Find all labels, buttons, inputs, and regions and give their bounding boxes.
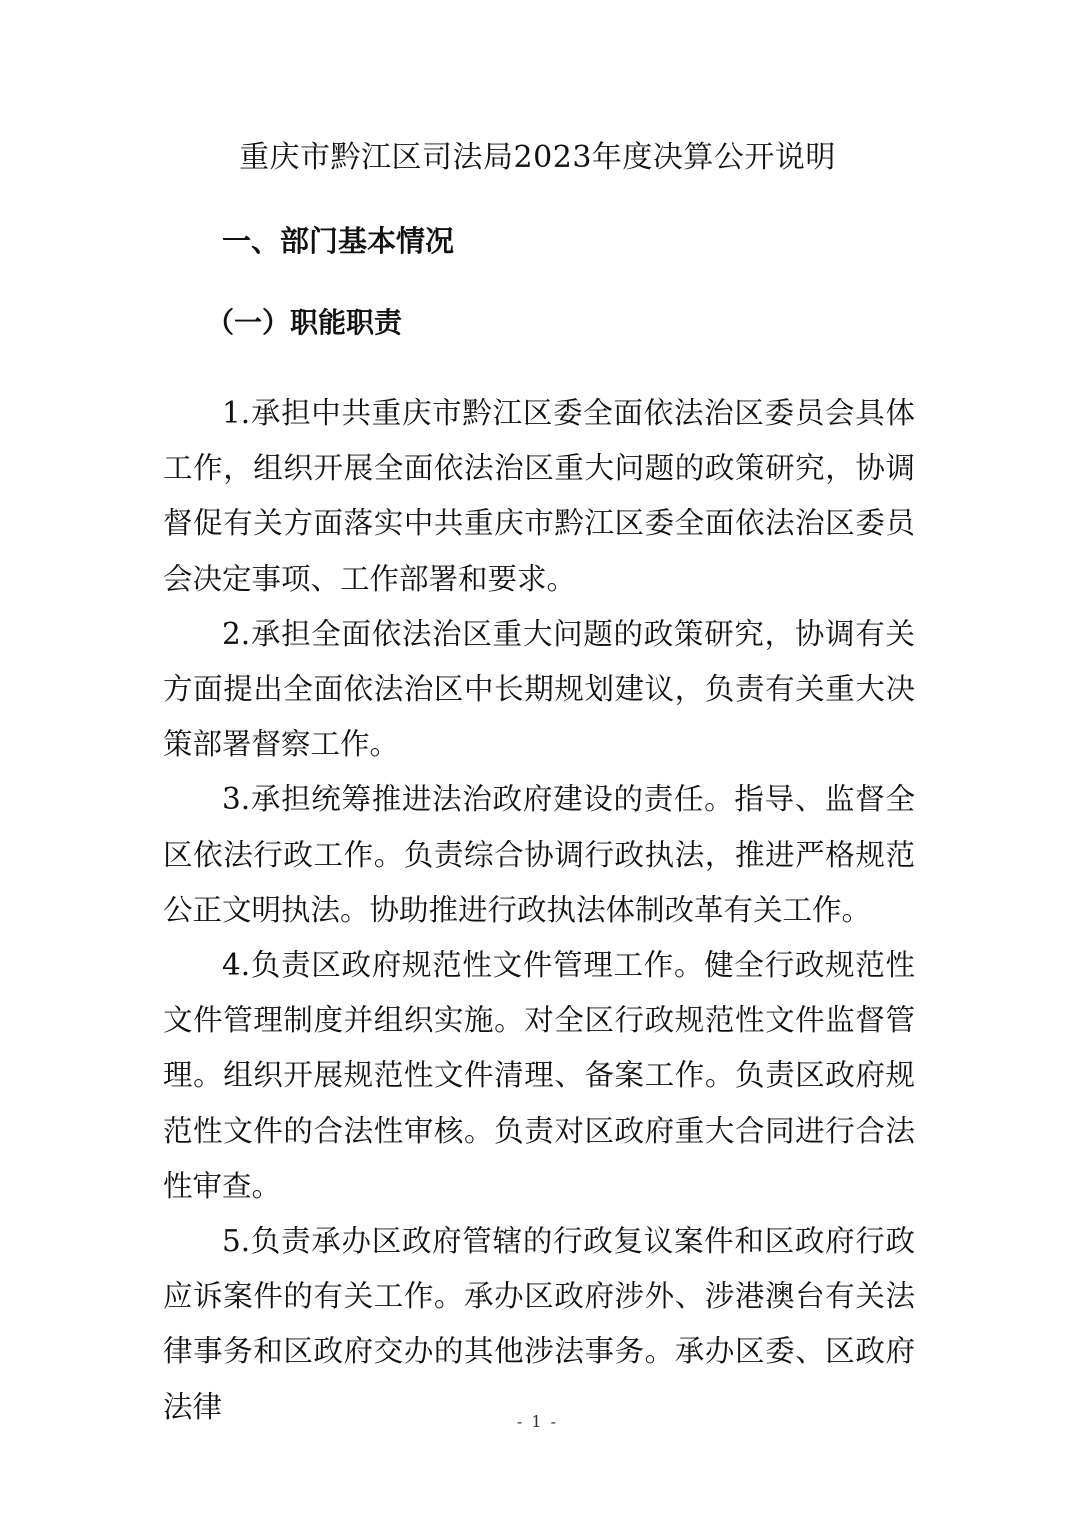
body-text xyxy=(163,386,915,1435)
paragraph-4: 4.负责区政府规范性文件管理工作。健全行政规范性文件管理制度并组织实施。对全区行政规范性文件监督管理。组织开展规范性文件清理、备案工作。负责区政府规范性文件的合法性审核。负责对区政府重大合同进行合法性审查。 xyxy=(163,948,915,1203)
subsection-heading: （一）职能职责 xyxy=(206,306,403,339)
page-number: - 1 - xyxy=(516,1412,559,1431)
paragraph-5: 5.负责承办区政府管辖的行政复议案件和区政府行政应诉案件的有关工作。承办区政府涉外、涉港澳台有关法律事务和区政府交办的其他涉法事务。承办区委、区政府法律 xyxy=(163,1224,915,1424)
paragraph-1: 1.承担中共重庆市黔江区委全面依法治区委员会具体工作，组织开展全面依法治区重大问题的政策研究，协调督促有关方面落实中共重庆市黔江区委全面依法治区委员会决定事项、工作部署和要求。 xyxy=(163,396,915,596)
paragraph-2: 2.承担全面依法治区重大问题的政策研究，协调有关方面提出全面依法治区中长期规划建议，负责有关重大决策部署督察工作。 xyxy=(163,616,915,762)
section-heading: 一、部门基本情况 xyxy=(222,224,455,258)
document-title: 重庆市黔江区司法局2023年度决算公开说明 xyxy=(239,140,836,175)
paragraph-3: 3.承担统筹推进法治政府建设的责任。指导、监督全区依法行政工作。负责综合协调行政执法，推进严格规范公正文明执法。协助推进行政执法体制改革有关工作。 xyxy=(163,782,915,927)
